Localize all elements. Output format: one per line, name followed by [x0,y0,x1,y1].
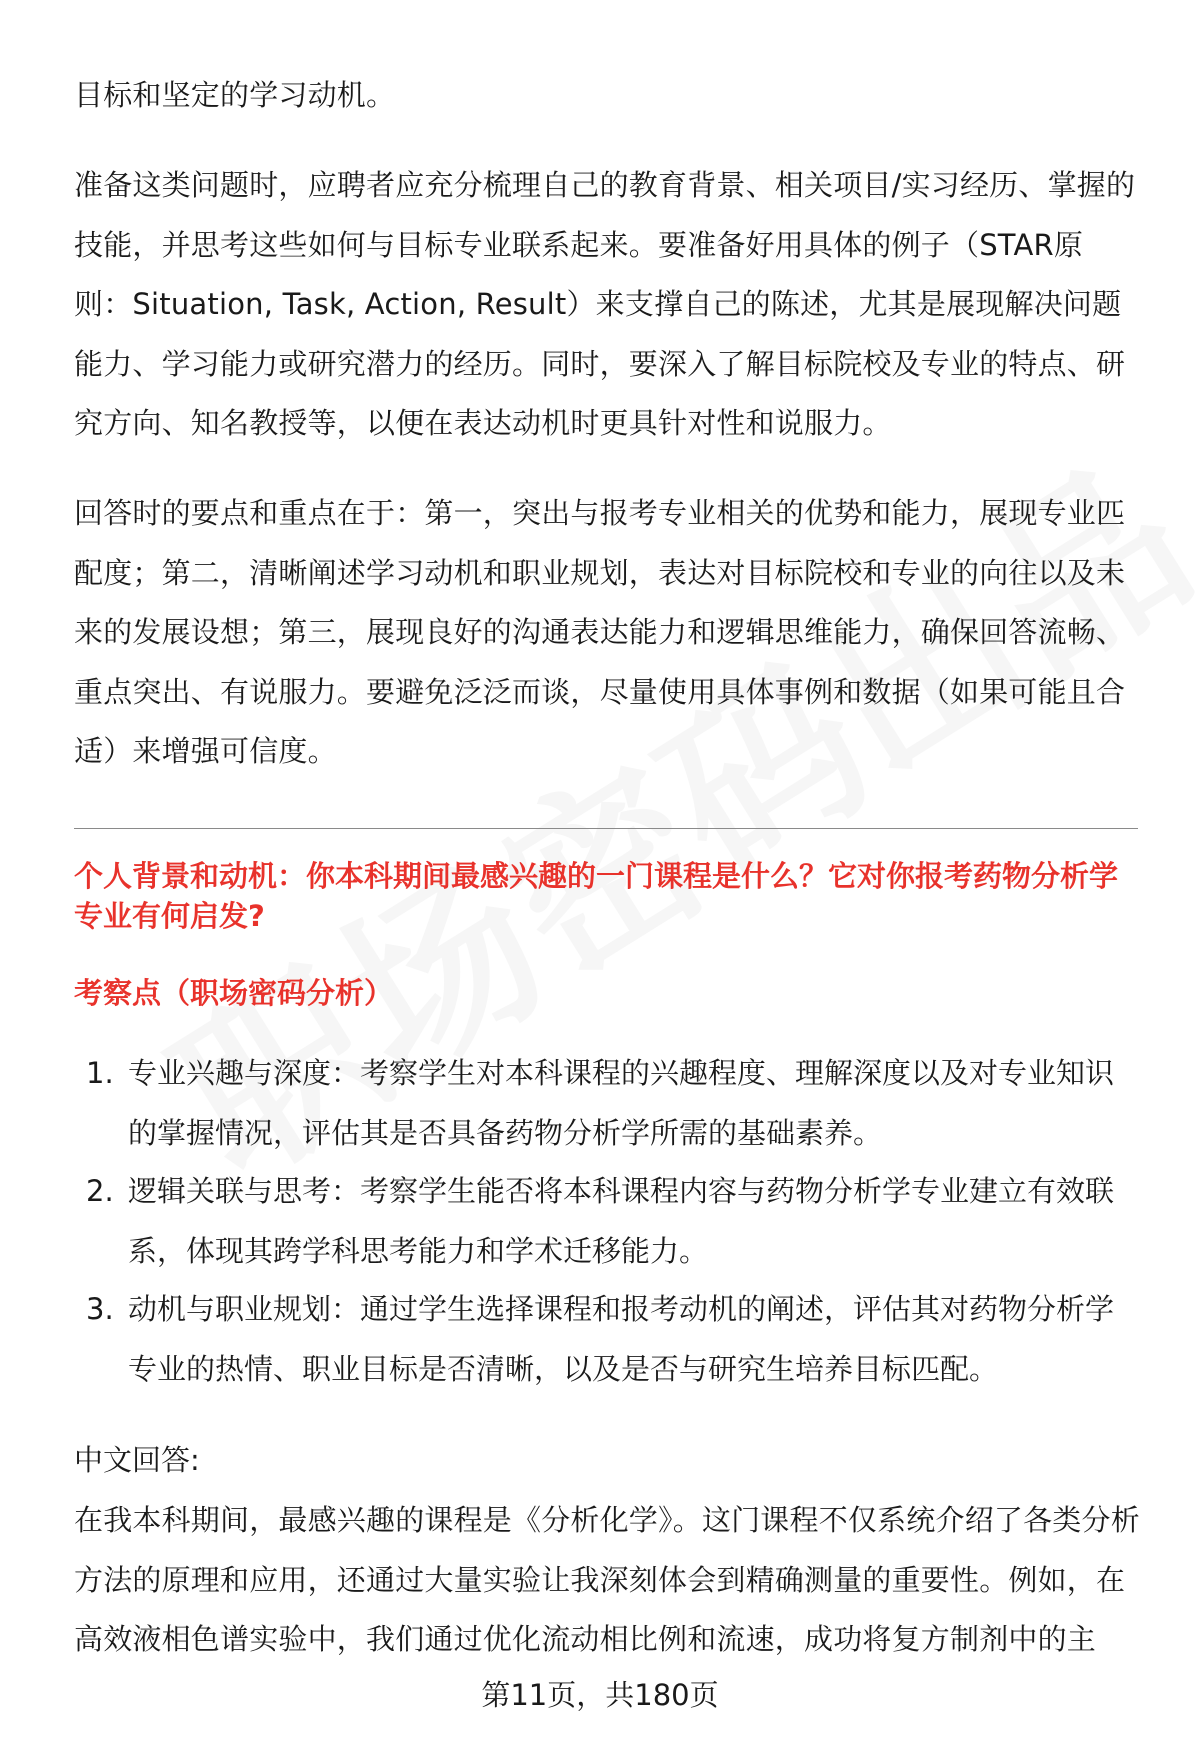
list-number: 2. [86,1174,114,1208]
list-item-text: 动机与职业规划：通过学生选择课程和报考动机的阐述，评估其对药物分析学专业的热情、职业目标是否清晰，以及是否与研究生培养目标匹配。 [128,1292,1115,1386]
list-item [74,1044,1140,1163]
list-item-text: 专业兴趣与深度：考察学生对本科课程的兴趣程度、理解深度以及对专业知识的掌握情况，评估其是否具备药物分析学所需的基础素养。 [128,1056,1115,1150]
list-item-text: 逻辑关联与思考：考察学生能否将本科课程内容与药物分析学专业建立有效联系，体现其跨学科思考能力和学术迁移能力。 [128,1174,1115,1268]
paragraph-3: 回答时的要点和重点在于：第一，突出与报考专业相关的优势和能力，展现专业匹配度；第二，清晰阐述学习动机和职业规划，表达对目标院校和专业的向往以及未来的发展设想；第三，展现良好的沟通表达能力和逻辑思维能力，确保回答流畅、重点突出、有说服力。要避免泛泛而谈，尽量使用具体事例和数据（如果可能且合适）来增强可信度。 [74,496,1126,768]
list-item [74,1280,1140,1399]
answer-label: 中文回答: [74,1443,200,1477]
analysis-list [74,1044,1140,1398]
list-number: 3. [86,1292,114,1326]
paragraph-1: 目标和坚定的学习动机。 [74,78,396,112]
analysis-subheading: 考察点（职场密码分析） [74,976,394,1010]
section-divider [74,828,1138,829]
answer-paragraph: 在我本科期间，最感兴趣的课程是《分析化学》。这门课程不仅系统介绍了各类分析方法的原理和应用，还通过大量实验让我深刻体会到精确测量的重要性。例如，在高效液相色谱实验中，我们通过优化流动相比例和流速，成功将复方制剂中的主 [74,1503,1140,1656]
paragraph-2: 准备这类问题时，应聘者应充分梳理自己的教育背景、相关项目/实习经历、掌握的技能，并思考这些如何与目标专业联系起来。要准备好用具体的例子（STAR原则：Situation, Task, Action, Result）来支撑自己的陈述，尤其是展现解决问题能力、学习能力或研究潜力的经历。同时，要深入了解目标院校及专业的特点、研究方向、知名教授等，以便在表达动机时更具针对性和说服力。 [74,168,1136,440]
list-number: 1. [86,1056,114,1090]
question-heading: 个人背景和动机：你本科期间最感兴趣的一门课程是什么？它对你报考药物分析学专业有何启发? [74,859,1119,933]
list-item [74,1162,1140,1281]
page-number: 第11页，共180页 [481,1678,719,1712]
